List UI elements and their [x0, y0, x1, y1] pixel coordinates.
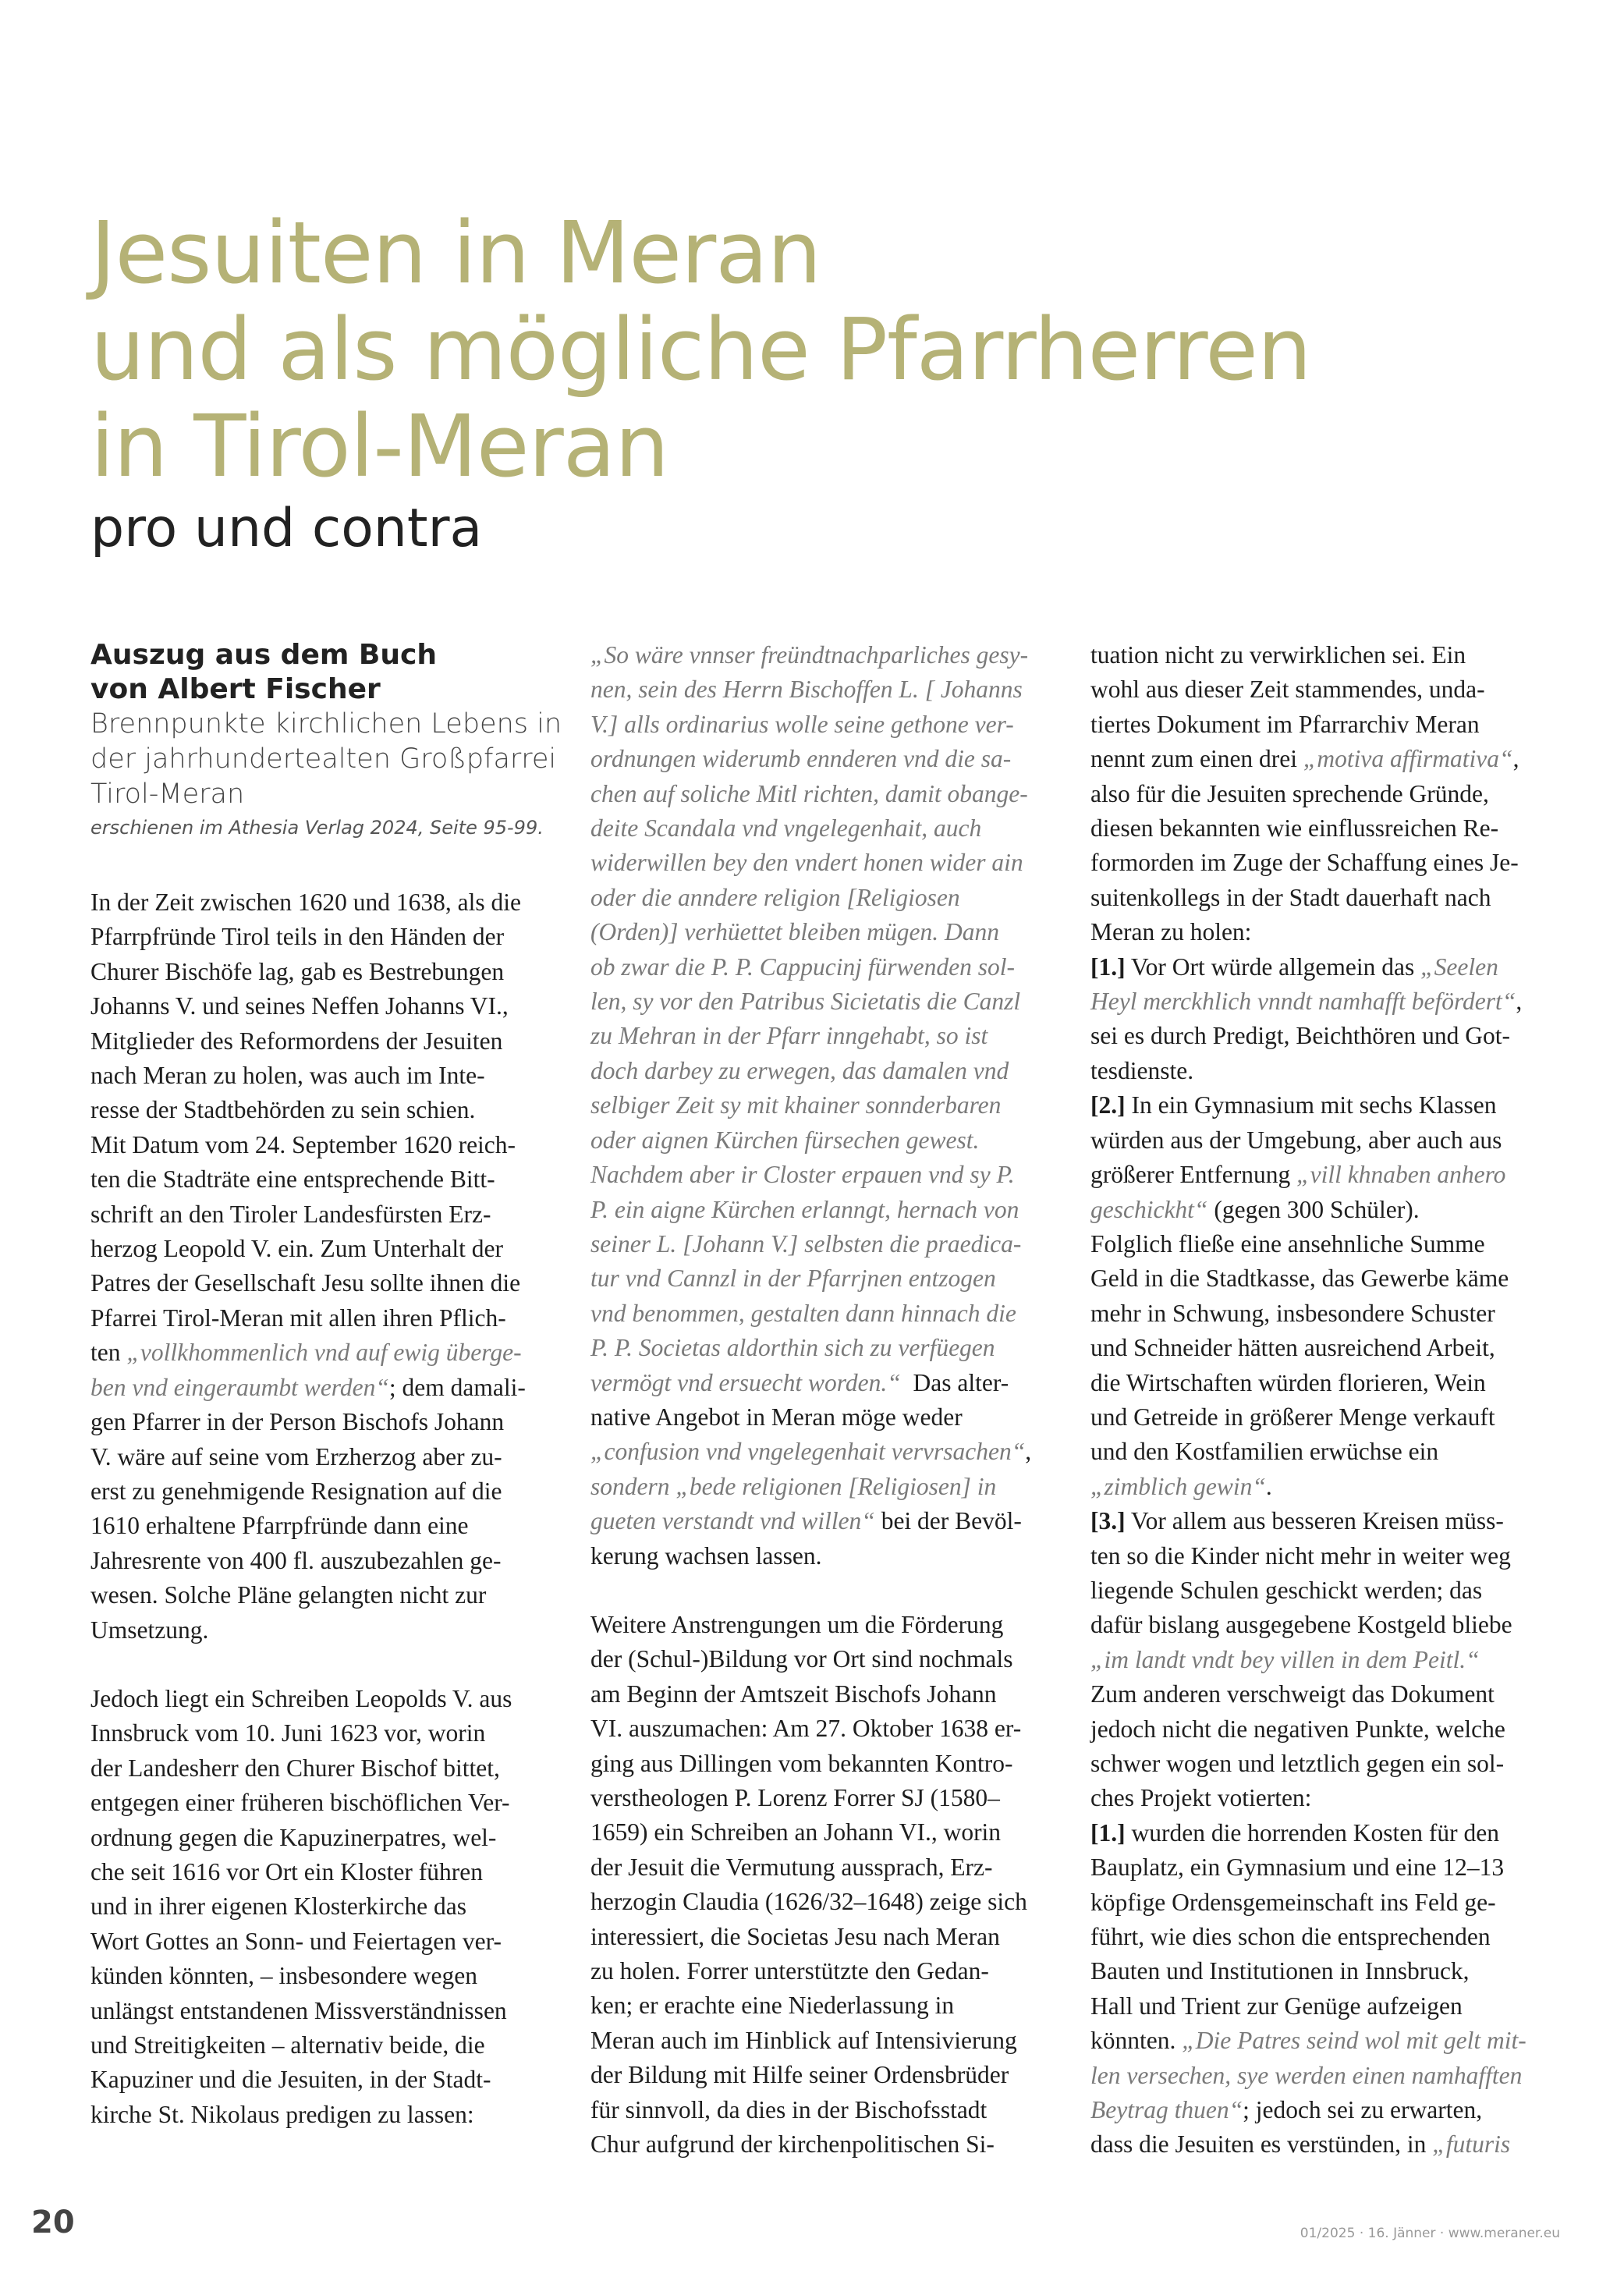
text-line: und in ihrer eigenen Klosterkirche das — [90, 1893, 466, 1921]
page-footer: 01/2025 · 16. Jänner · www.meraner.eu — [1300, 2226, 1560, 2241]
text-line: Pfarrei Tirol-Meran mit allen ihren Pflich- — [90, 1304, 506, 1332]
text-line: gueten verstandt vnd willen“ bei der Bevöl- — [590, 1507, 1022, 1535]
book-intro — [90, 638, 557, 707]
article-title — [90, 204, 1417, 495]
text-line: [1.] wurden die horrenden Kosten für den — [1090, 1818, 1499, 1846]
text-line: verstheologen P. Lorenz Forrer SJ (1580– — [590, 1784, 1000, 1811]
text-line: ten „vollkhommenlich vnd auf ewig überge- — [90, 1339, 522, 1367]
title-line: in Tirol-Meran — [90, 396, 668, 496]
text-line: „zimblich gewin“. — [1090, 1472, 1272, 1500]
text-line: würden aus der Umgebung, aber auch aus — [1090, 1126, 1502, 1154]
book-title-line: Brennpunkte kirchlichen Lebens in — [90, 708, 562, 740]
book-publication: erschienen im Athesia Verlag 2024, Seite 95-99. — [90, 817, 544, 839]
text-line: ken; er erachte eine Niederlassung in — [590, 1992, 955, 2020]
text-line: Hall und Trient zur Genüge aufzeigen — [1090, 1992, 1463, 2020]
text-line: In der Zeit zwischen 1620 und 1638, als die — [90, 889, 521, 916]
quotation: „vollkhommenlich vnd auf ewig überge- — [126, 1339, 522, 1367]
quote-line: vnd benommen, gestalten dann hinnach die — [590, 1299, 1016, 1327]
text-line: resse der Stadtbehörden zu sein schien. — [90, 1096, 476, 1124]
list-number: [1.] — [1090, 1818, 1126, 1846]
text-line: jedoch nicht die negativen Punkte, welche — [1090, 1715, 1505, 1743]
text-line: kerung wachsen lassen. — [590, 1541, 822, 1570]
quote-line: widerwillen bey den vndert honen wider ain — [590, 849, 1023, 877]
quote-line: doch darbey zu erwegen, das damalen vnd — [590, 1056, 1009, 1084]
text-line: vermögt vnd ersuecht worden.“ Das alter- — [590, 1368, 1009, 1396]
quote-line: nen, sein des Herrn Bischoffen L. [ Johanns — [590, 676, 1023, 704]
text-line: V. wäre auf seine vom Erzherzog aber zu- — [90, 1442, 502, 1470]
quote-line: V.] alls ordinarius wolle seine gethone ver- — [590, 710, 1014, 738]
text-line: Folglich fließe eine ansehnliche Summe — [1090, 1229, 1485, 1258]
quote-line: deite Scandala vnd vngelegenhait, auch — [590, 814, 982, 843]
text-line: liegende Schulen geschickt werden; das — [1090, 1576, 1483, 1604]
quote-line: Nachdem aber ir Closter erpauen vnd sy P. — [590, 1161, 1015, 1189]
text-line: Zum anderen verschweigt das Dokument — [1090, 1680, 1495, 1708]
text-line: und den Kostfamilien erwüchse ein — [1090, 1438, 1439, 1466]
text-line: zu holen. Forrer unterstützte den Gedan- — [590, 1957, 989, 1985]
text-line: VI. auszumachen: Am 27. Oktober 1638 er- — [590, 1715, 1022, 1743]
text-line: sei es durch Predigt, Beichthören und Got- — [1090, 1022, 1511, 1050]
book-title-line: der jahrhundertealten Großpfarrei — [90, 743, 557, 775]
text-line: nennt zum einen drei „motiva affirmativa“, — [1090, 745, 1519, 773]
text-line: dafür bislang ausgegebene Kostgeld bliebe — [1090, 1611, 1512, 1639]
quote-line: selbiger Zeit sy mit khainer sonnderbaren — [590, 1091, 1002, 1119]
text-line: Bauplatz, ein Gymnasium und eine 12–13 — [1090, 1854, 1505, 1882]
text-line: ordnung gegen die Kapuzinerpatres, wel- — [90, 1823, 497, 1851]
text-line: und Streitigkeiten – alternativ beide, die — [90, 2031, 485, 2059]
text-line: führt, wie dies schon die entsprechenden — [1090, 1923, 1491, 1951]
text-line: formorden im Zuge der Schaffung eines Je- — [1090, 849, 1519, 877]
text-line: erst zu genehmigende Resignation auf die — [90, 1477, 502, 1505]
text-line: und Schneider hätten ausreichend Arbeit, — [1090, 1334, 1495, 1362]
quote-line: oder die anndere religion [Religiosen — [590, 883, 960, 911]
book-title-line: Tirol-Meran — [90, 779, 245, 810]
text-line: Innsbruck vom 10. Juni 1623 vor, worin — [90, 1719, 486, 1747]
text-line: herzogin Claudia (1626/32–1648) zeige sich — [590, 1888, 1027, 1916]
text-line: tuation nicht zu verwirklichen sei. Ein — [1090, 641, 1466, 669]
text-line: Geld in die Stadtkasse, das Gewerbe käme — [1090, 1265, 1509, 1293]
quote-block — [590, 638, 1057, 1573]
text-line: am Beginn der Amtszeit Bischofs Johann — [590, 1680, 997, 1708]
text-line: Mitglieder des Reformordens der Jesuiten — [90, 1027, 503, 1055]
quote-line: P. P. Societas aldorthin sich zu verfüegen — [590, 1334, 995, 1362]
quote-line: seiner L. [Johann V.] selbsten die praedica- — [590, 1229, 1022, 1258]
text-line: für sinnvoll, da dies in der Bischofsstadt — [590, 2095, 988, 2123]
text-line: der Landesherr den Churer Bischof bittet, — [90, 1754, 500, 1782]
quote-line: P. ein aigne Kürchen erlanngt, hernach von — [590, 1195, 1019, 1223]
text-line: sondern „bede religionen [Religiosen] in — [590, 1472, 997, 1500]
text-line: „confusion vnd vngelegenhait vervrsachen“, — [590, 1438, 1032, 1466]
text-line: unlängst entstandenen Missverständnissen — [90, 1996, 507, 2024]
text-line: Meran auch im Hinblick auf Intensivierung — [590, 2026, 1017, 2054]
quote-line: chen auf soliche Mitl richten, damit obange- — [590, 779, 1028, 807]
text-line: ten so die Kinder nicht mehr in weiter weg — [1090, 1541, 1511, 1570]
text-line: [1.] Vor Ort würde allgemein das „Seelen — [1090, 952, 1498, 981]
list-number: [3.] — [1090, 1507, 1126, 1535]
text-line: diesen bekannten wie einflussreichen Re- — [1090, 814, 1499, 843]
text-line: Chur aufgrund der kirchenpolitischen Si- — [590, 2130, 995, 2159]
text-line: suitenkollegs in der Stadt dauerhaft nach — [1090, 883, 1491, 911]
text-line: tiertes Dokument im Pfarrarchiv Meran — [1090, 710, 1480, 738]
text-line: che seit 1616 vor Ort ein Kloster führen — [90, 1857, 483, 1885]
quote-line: tur vnd Cannzl in der Pfarrjnen entzogen — [590, 1265, 996, 1293]
text-line: Beytrag thuen“; jedoch sei zu erwarten, — [1090, 2096, 1483, 2124]
text-line: kirche St. Nikolaus predigen zu lassen: — [90, 2100, 474, 2128]
text-line: tesdienste. — [1090, 1056, 1194, 1084]
text-line: der Jesuit die Vermutung aussprach, Erz- — [590, 1853, 993, 1881]
column-1 — [90, 638, 562, 2132]
text-line: der Bildung mit Hilfe seiner Ordensbrüder — [590, 2061, 1009, 2089]
text-line: Wort Gottes an Sonn- und Feiertagen ver- — [90, 1927, 502, 1955]
text-line: len versechen, sye werden einen namhafften — [1090, 2061, 1523, 2089]
text-line: schwer wogen und letztlich gegen ein sol- — [1090, 1750, 1505, 1777]
text-line: Jedoch liegt ein Schreiben Leopolds V. aus — [90, 1684, 512, 1712]
text-line: also für die Jesuiten sprechende Gründe, — [1090, 779, 1489, 807]
quote-line: ordnungen widerumb ennderen vnd die sa- — [590, 745, 1012, 773]
text-line: ging aus Dillingen vom bekannten Kontro- — [590, 1749, 1013, 1777]
text-line: entgegen einer früheren bischöflichen Ver- — [90, 1789, 510, 1817]
title-line: und als mögliche Pfarrherren — [90, 300, 1311, 399]
text-line: gen Pfarrer in der Person Bischofs Johann — [90, 1408, 505, 1436]
text-line: 1610 erhaltene Pfarrpfründe dann eine — [90, 1512, 469, 1540]
text-line: Meran zu holen: — [1090, 918, 1252, 946]
text-line: herzog Leopold V. ein. Zum Unterhalt der — [90, 1235, 503, 1263]
text-line: native Angebot in Meran möge weder — [590, 1403, 963, 1431]
book-author: von Albert Fischer — [90, 673, 381, 705]
text-line: der (Schul-)Bildung vor Ort sind nochmals — [590, 1645, 1013, 1673]
text-line: und Getreide in größerer Menge verkauft — [1090, 1403, 1495, 1431]
page-number: 20 — [31, 2205, 75, 2240]
quote-line: ob zwar die P. P. Cappucinj fürwenden sol- — [590, 952, 1015, 981]
text-line: ten die Stadträte eine entsprechende Bitt- — [90, 1165, 495, 1194]
text-line: interessiert, die Societas Jesu nach Meran — [590, 1922, 1000, 1950]
text-line: schrift an den Tiroler Landesfürsten Erz- — [90, 1200, 491, 1228]
text-line: wesen. Solche Pläne gelangten nicht zur — [90, 1581, 487, 1609]
text-line: die Wirtschaften würden florieren, Wein — [1090, 1368, 1486, 1396]
quote-line: oder aignen Kürchen fürsechen gewest. — [590, 1126, 980, 1154]
book-title — [90, 707, 562, 812]
text-line: „im landt vndt bey villen in dem Peitl.“ — [1090, 1645, 1480, 1673]
quote-line: zu Mehran in der Pfarr inngehabt, so ist — [590, 1022, 988, 1050]
column-2 — [590, 638, 1057, 2162]
text-line: dass die Jesuiten es verstünden, in „futuris — [1090, 2130, 1511, 2159]
quotation: ben vnd eingeraumbt werden“ — [90, 1373, 389, 1401]
paragraph-1 — [90, 885, 557, 1648]
text-line: Bauten und Institutionen in Innsbruck, — [1090, 1957, 1470, 1985]
text-line: wohl aus dieser Zeit stammendes, unda- — [1090, 676, 1485, 704]
text-line: Umsetzung. — [90, 1616, 209, 1644]
text-line: größerer Entfernung „vill khnaben anhero — [1090, 1161, 1506, 1189]
text-line: Johanns V. und seines Neffen Johanns VI., — [90, 992, 509, 1020]
text-line: Patres der Gesellschaft Jesu sollte ihnen die — [90, 1269, 521, 1297]
text-line: Churer Bischöfe lag, gab es Bestrebungen — [90, 957, 505, 985]
book-intro-line: Auszug aus dem Buch — [90, 639, 437, 671]
column-3 — [1090, 638, 1557, 2162]
text-line: Kapuziner und die Jesuiten, in der Stadt- — [90, 2066, 491, 2094]
quote-line: (Orden)] verhüettet bleiben mügen. Dann — [590, 918, 999, 946]
text-line: 1659) ein Schreiben an Johann VI., worin — [590, 1818, 1002, 1846]
text-line: [2.] In ein Gymnasium mit sechs Klassen — [1090, 1091, 1497, 1119]
text-line: Weitere Anstrengungen um die Förderung — [590, 1610, 1004, 1638]
paragraph-2 — [90, 1682, 557, 2132]
text-line: geschickht“ (gegen 300 Schüler). — [1090, 1195, 1420, 1223]
paragraph-3 — [590, 1608, 1057, 2162]
list-number: [2.] — [1090, 1091, 1126, 1119]
text-line: ches Projekt votierten: — [1090, 1784, 1312, 1812]
text-line: könnten. „Die Patres seind wol mit gelt mit- — [1090, 2027, 1526, 2055]
quote-line: „So wäre vnnser freündtnachparliches gesy- — [590, 641, 1029, 669]
text-line: Mit Datum vom 24. September 1620 reich- — [90, 1130, 516, 1158]
text-line: mehr in Schwung, insbesondere Schuster — [1090, 1299, 1495, 1327]
text-line: ben vnd eingeraumbt werden“; dem damali- — [90, 1373, 526, 1401]
quote-line: len, sy vor den Patribus Sicietatis die Canzl — [590, 988, 1021, 1016]
text-line: köpfige Ordensgemeinschaft ins Feld ge- — [1090, 1888, 1496, 1916]
text-line: [3.] Vor allem aus besseren Kreisen müss- — [1090, 1507, 1504, 1535]
article-subtitle: pro und contra — [90, 498, 483, 559]
text-line: künden könnten, – insbesondere wegen — [90, 1962, 478, 1990]
text-line: Heyl merckhlich vnndt namhafft befördert“, — [1090, 988, 1523, 1016]
list-number: [1.] — [1090, 952, 1126, 981]
text-line: nach Meran zu holen, was auch im Inte- — [90, 1062, 485, 1090]
title-line: Jesuiten in Meran — [90, 203, 821, 303]
text-line: Jahresrente von 400 fl. auszubezahlen ge- — [90, 1546, 502, 1574]
text-line: Pfarrpfründe Tirol teils in den Händen der — [90, 923, 505, 951]
